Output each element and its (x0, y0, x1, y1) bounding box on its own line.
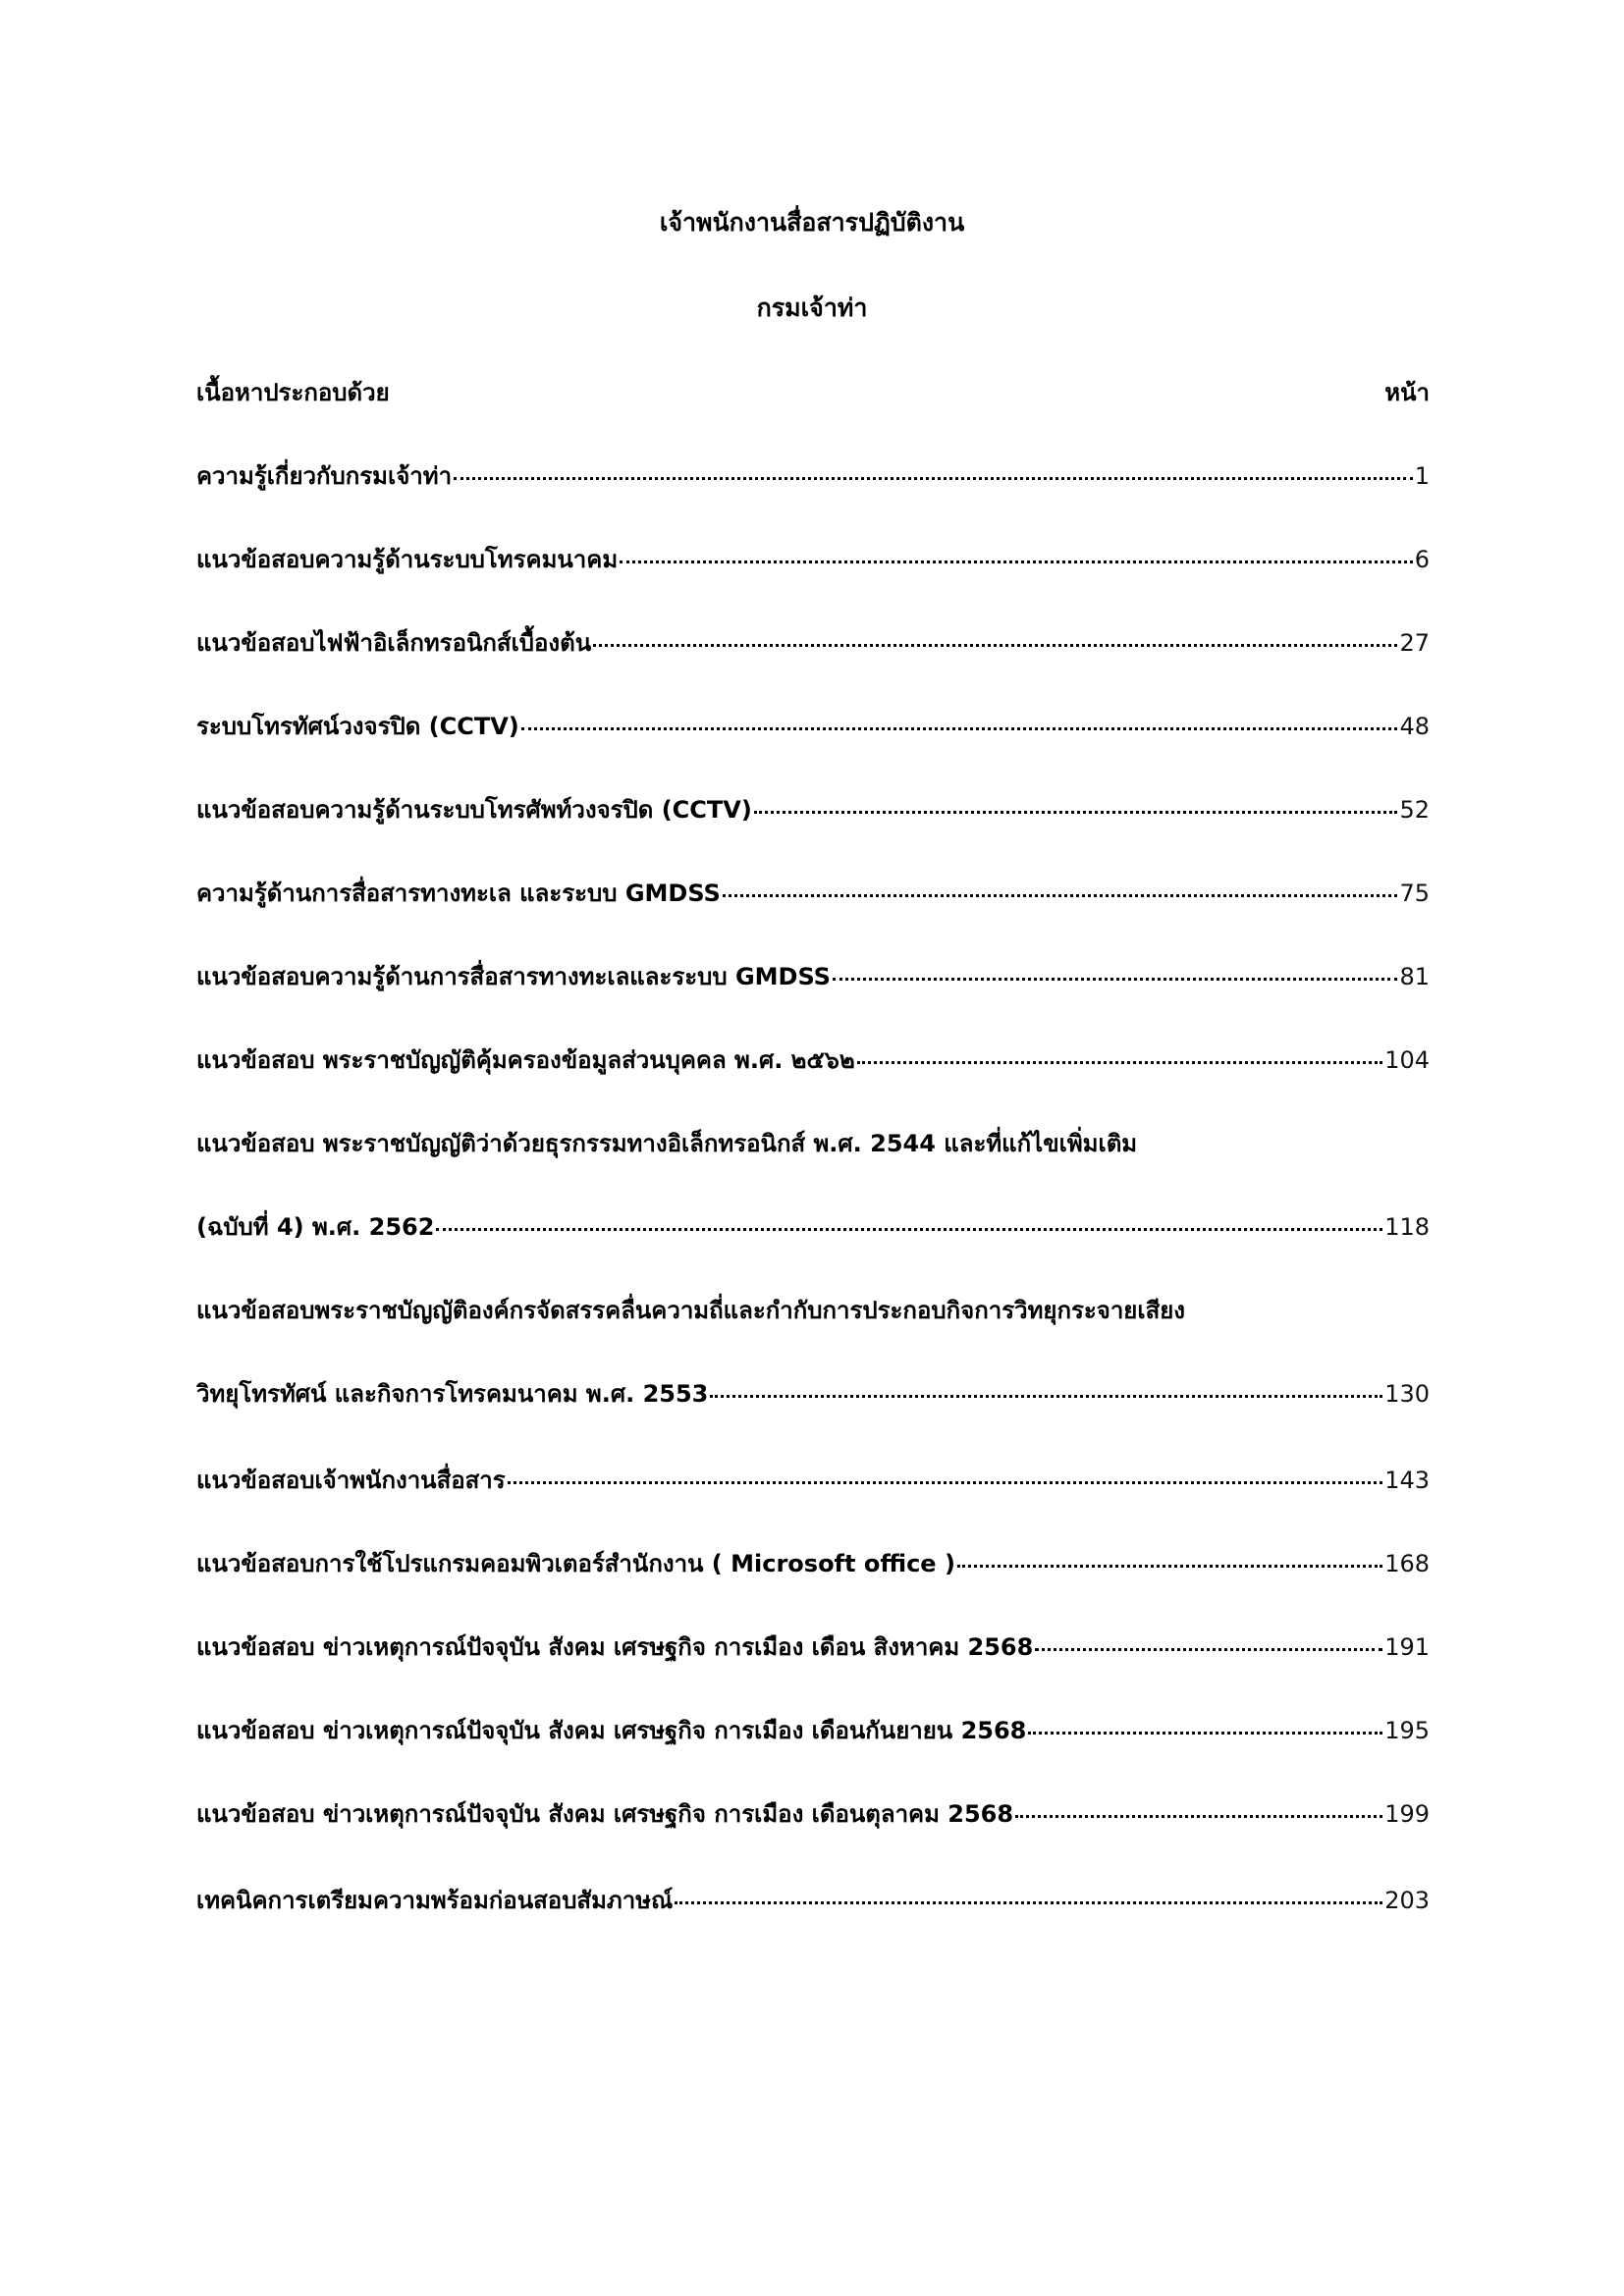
dot-leader (957, 1565, 1382, 1568)
toc-entry-page: 48 (1399, 713, 1430, 740)
toc-entry[interactable] (196, 872, 1430, 915)
document-subtitle: กรมเจ้าท่า (756, 294, 868, 322)
toc-entry[interactable] (196, 955, 1430, 998)
dot-leader (436, 1228, 1382, 1231)
toc-entry-page: 118 (1384, 1213, 1430, 1241)
toc-entry[interactable] (196, 1459, 1430, 1502)
toc-entry-title: ความรู้ด้านการสื่อสารทางทะเล และระบบ GMDSS (196, 880, 721, 907)
toc-entry[interactable] (196, 1542, 1430, 1585)
toc-entry[interactable] (196, 1626, 1430, 1669)
dot-leader (1015, 1815, 1382, 1818)
toc-entry-title: ระบบโทรทัศน์วงจรปิด (CCTV) (196, 713, 519, 740)
toc-entry-page: 6 (1414, 546, 1430, 573)
toc-entry-first-line[interactable] (196, 1289, 1430, 1332)
dot-leader (723, 894, 1398, 897)
toc-entry[interactable] (196, 705, 1430, 748)
toc-entry-title: ความรู้เกี่ยวกับกรมเจ้าท่า (196, 462, 453, 490)
dot-leader (710, 1395, 1382, 1398)
dot-leader (593, 644, 1397, 647)
toc-entry-page: 75 (1399, 880, 1430, 907)
toc-entry[interactable] (196, 1792, 1430, 1836)
dot-leader (833, 978, 1398, 981)
toc-entry[interactable] (196, 538, 1430, 581)
dot-leader (857, 1061, 1382, 1064)
toc-entry-title: วิทยุโทรทัศน์ และกิจการโทรคมนาคม พ.ศ. 2553 (196, 1380, 709, 1408)
toc-entry[interactable] (196, 1709, 1430, 1752)
dot-leader (521, 727, 1398, 730)
dot-leader (454, 477, 1413, 480)
toc-entry[interactable] (196, 1205, 1430, 1249)
toc-entry-title: แนวข้อสอบไฟฟ้าอิเล็กทรอนิกส์เบื้องต้น (196, 629, 592, 657)
toc-entry[interactable] (196, 788, 1430, 831)
toc-header (196, 371, 1430, 414)
toc-entry-title-line1: แนวข้อสอบพระราชบัญญัติองค์กรจัดสรรคลื่นความถี่และกำกับการประกอบกิจการวิทยุกระจายเสียง (196, 1297, 1185, 1324)
toc-entry-title: แนวข้อสอบเจ้าพนักงานสื่อสาร (196, 1467, 506, 1494)
toc-entry-page: 1 (1414, 462, 1430, 490)
toc-entry-title: แนวข้อสอบ ข่าวเหตุการณ์ปัจจุบัน สังคม เศรษฐกิจ การเมือง เดือน สิงหาคม 2568 (196, 1633, 1034, 1661)
toc-entry-title: แนวข้อสอบความรู้ด้านระบบโทรศัพท์วงจรปิด (CCTV) (196, 796, 752, 824)
dot-leader (675, 1901, 1382, 1904)
toc-entry-title: แนวข้อสอบความรู้ด้านการสื่อสารทางทะเลและระบบ GMDSS (196, 963, 831, 990)
toc-entry-page: 199 (1384, 1800, 1430, 1828)
toc-entry-first-line[interactable] (196, 1122, 1430, 1165)
document-title: เจ้าพนักงานสื่อสารปฏิบัติงาน (659, 208, 965, 237)
toc-entry[interactable] (196, 621, 1430, 665)
toc-entry-page: 195 (1384, 1717, 1430, 1744)
toc-entry-title: แนวข้อสอบ พระราชบัญญัติคุ้มครองข้อมูลส่วนบุคคล พ.ศ. ๒๕๖๒ (196, 1046, 855, 1074)
dot-leader (1035, 1648, 1382, 1651)
toc-entry-page: 130 (1384, 1380, 1430, 1408)
toc-entry-page: 81 (1399, 963, 1430, 990)
toc-entry-page: 104 (1384, 1046, 1430, 1074)
toc-entry-title: แนวข้อสอบความรู้ด้านระบบโทรคมนาคม (196, 546, 619, 573)
toc-entry-page: 168 (1384, 1550, 1430, 1577)
toc-contents-label: เนื้อหาประกอบด้วย (196, 379, 390, 406)
toc-entry[interactable] (196, 454, 1430, 498)
toc-entry-page: 52 (1399, 796, 1430, 824)
toc-entry-title: เทคนิคการเตรียมความพร้อมก่อนสอบสัมภาษณ์ (196, 1887, 674, 1914)
toc-entry-title-line1: แนวข้อสอบ พระราชบัญญัติว่าด้วยธุรกรรมทางอิเล็กทรอนิกส์ พ.ศ. 2544 และที่แก้ไขเพิ่มเติม (196, 1130, 1138, 1157)
toc-entry-page: 203 (1384, 1887, 1430, 1914)
toc-entry-page: 143 (1384, 1467, 1430, 1494)
toc-entry-page: 191 (1384, 1633, 1430, 1661)
toc-entry-title: แนวข้อสอบการใช้โปรแกรมคอมพิวเตอร์สำนักงาน ( Microsoft office ) (196, 1550, 955, 1577)
dot-leader (1028, 1732, 1382, 1735)
toc-entry[interactable] (196, 1039, 1430, 1082)
toc-entry[interactable] (196, 1372, 1430, 1415)
toc-entry-title: แนวข้อสอบ ข่าวเหตุการณ์ปัจจุบัน สังคม เศรษฐกิจ การเมือง เดือนกันยายน 2568 (196, 1717, 1027, 1744)
toc-entry-page: 27 (1399, 629, 1430, 657)
toc-page-label: หน้า (1384, 379, 1430, 406)
toc-entry[interactable] (196, 1879, 1430, 1922)
dot-leader (754, 811, 1398, 814)
dot-leader (508, 1481, 1383, 1484)
dot-leader (620, 561, 1413, 563)
toc-entry-title: แนวข้อสอบ ข่าวเหตุการณ์ปัจจุบัน สังคม เศรษฐกิจ การเมือง เดือนตุลาคม 2568 (196, 1800, 1014, 1828)
toc-entry-title: (ฉบับที่ 4) พ.ศ. 2562 (196, 1213, 435, 1241)
